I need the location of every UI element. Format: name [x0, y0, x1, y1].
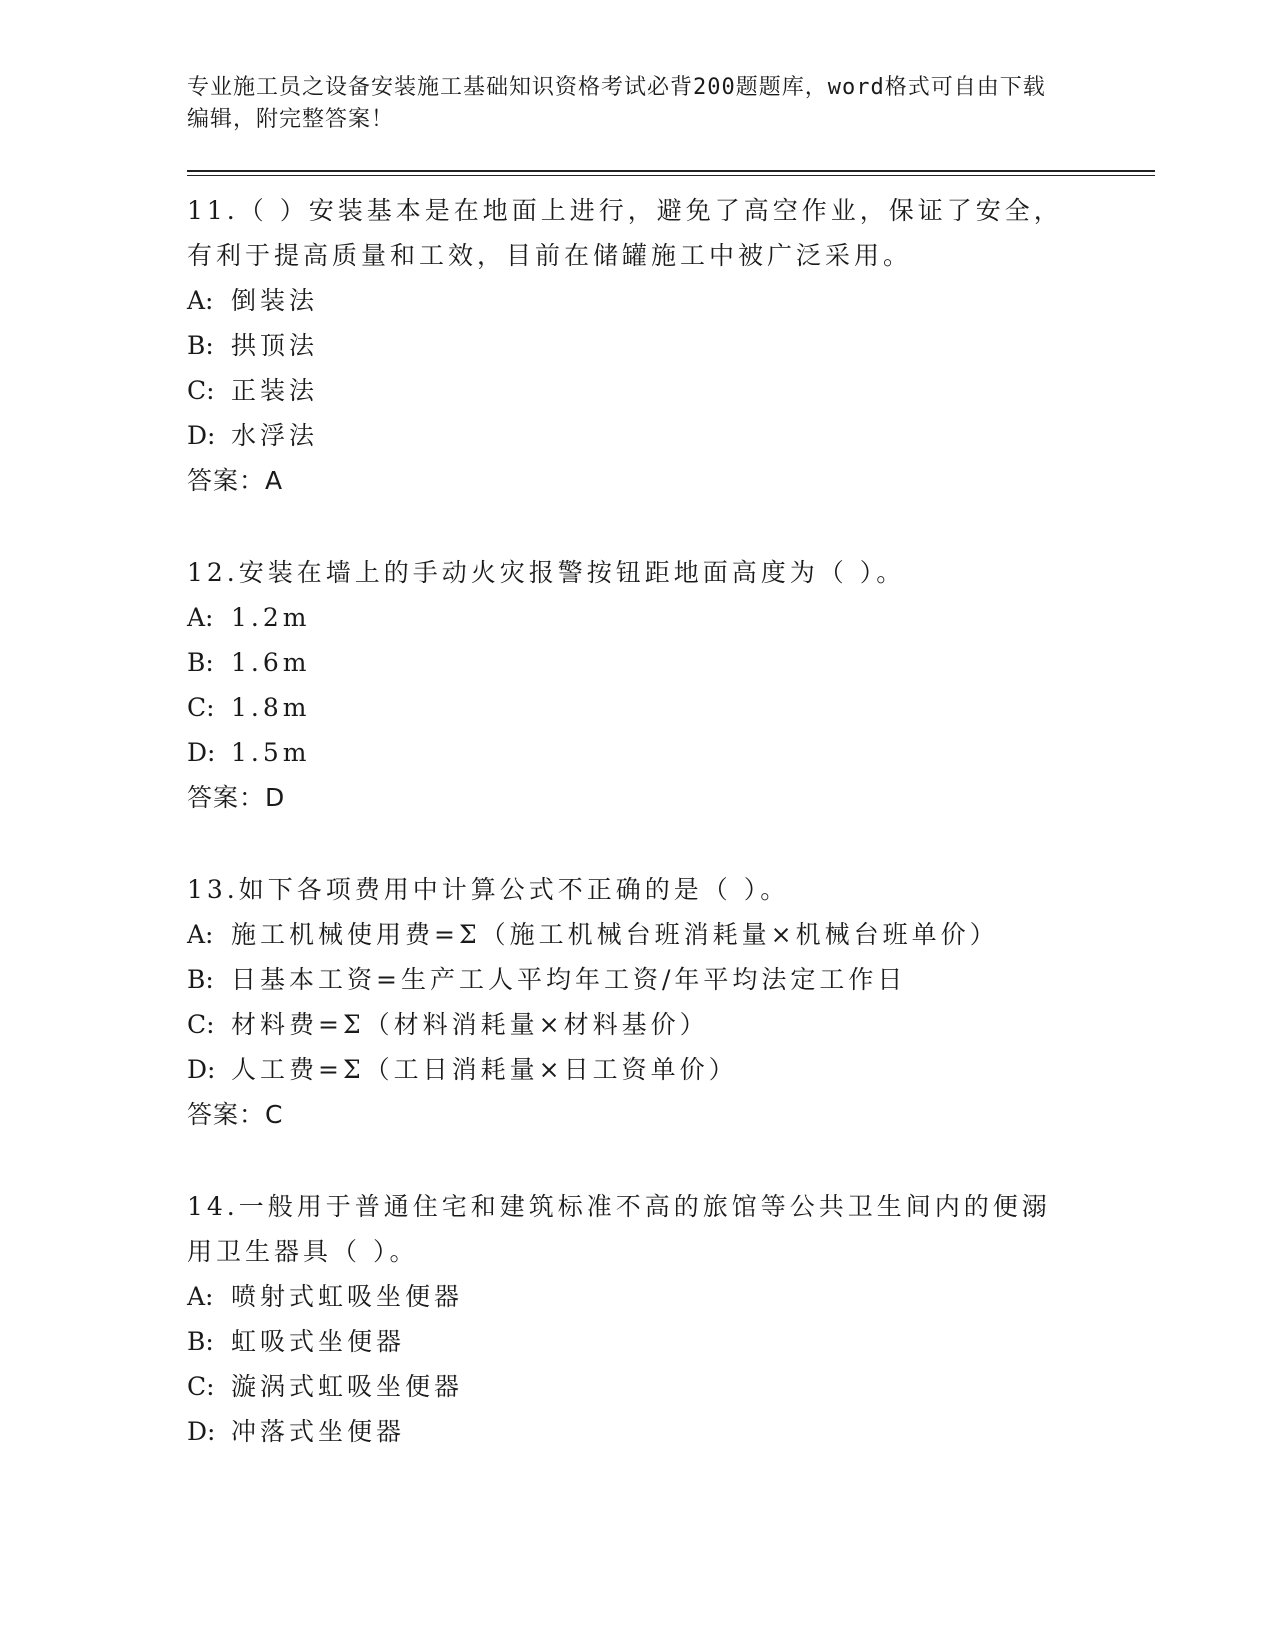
option-d	[187, 1047, 1147, 1092]
option-c	[187, 1364, 1147, 1409]
option-letter: A:	[187, 920, 214, 949]
option-c	[187, 1002, 1147, 1047]
option-text: 正装法	[231, 376, 319, 405]
option-letter: A:	[187, 603, 214, 632]
option-text: 1.2m	[231, 603, 311, 632]
document-page	[187, 72, 1147, 1454]
option-a	[187, 595, 1147, 640]
option-text: 施工机械使用费=Σ（施工机械台班消耗量×机械台班单价）	[231, 920, 999, 949]
option-text: 倒装法	[231, 286, 319, 315]
option-text: 人工费=Σ（工日消耗量×日工资单价）	[231, 1055, 738, 1084]
option-d	[187, 1409, 1147, 1454]
option-letter: D:	[187, 738, 216, 767]
question-14	[187, 1184, 1147, 1454]
option-d	[187, 730, 1147, 775]
option-d	[187, 413, 1147, 458]
option-c	[187, 685, 1147, 730]
option-a	[187, 1274, 1147, 1319]
option-b	[187, 1319, 1147, 1364]
option-letter: D:	[187, 1055, 216, 1084]
option-letter: C:	[187, 1010, 215, 1039]
question-12	[187, 550, 1147, 820]
option-b	[187, 323, 1147, 368]
spacer	[187, 1137, 1147, 1184]
option-a	[187, 912, 1147, 957]
option-b	[187, 640, 1147, 685]
option-letter: C:	[187, 693, 215, 722]
option-letter: B:	[187, 1327, 214, 1356]
option-letter: C:	[187, 376, 215, 405]
option-letter: D:	[187, 421, 216, 450]
option-letter: B:	[187, 331, 214, 360]
question-stem: 14.一般用于普通住宅和建筑标准不高的旅馆等公共卫生间内的便溺用卫生器具（ ）。	[187, 1192, 1051, 1266]
option-letter: D:	[187, 1417, 216, 1446]
option-b	[187, 957, 1147, 1002]
question-stem: 12.安装在墙上的手动火灾报警按钮距地面高度为（ ）。	[187, 558, 906, 587]
answer-line: 答案：A	[187, 466, 284, 495]
question-11	[187, 188, 1147, 503]
document-header: 专业施工员之设备安装施工基础知识资格考试必背200题题库，word格式可自由下载编辑，附完整答案！	[187, 75, 1046, 132]
option-text: 虹吸式坐便器	[231, 1327, 406, 1356]
question-stem: 11.（ ）安装基本是在地面上进行，避免了高空作业，保证了安全，有利于提高质量和工效，目前在储罐施工中被广泛采用。	[187, 196, 1063, 270]
option-letter: A:	[187, 1282, 214, 1311]
option-c	[187, 368, 1147, 413]
option-text: 1.6m	[231, 648, 311, 677]
option-letter: A:	[187, 286, 214, 315]
answer-line: 答案：C	[187, 1100, 284, 1129]
option-text: 日基本工资=生产工人平均年工资/年平均法定工作日	[231, 965, 907, 994]
option-text: 冲落式坐便器	[231, 1417, 406, 1446]
option-a	[187, 278, 1147, 323]
question-stem: 13.如下各项费用中计算公式不正确的是（ ）。	[187, 875, 790, 904]
option-text: 1.5m	[231, 738, 311, 767]
option-text: 1.8m	[231, 693, 311, 722]
option-letter: B:	[187, 648, 214, 677]
option-text: 拱顶法	[231, 331, 319, 360]
spacer	[187, 820, 1147, 867]
option-text: 喷射式虹吸坐便器	[231, 1282, 464, 1311]
question-13	[187, 867, 1147, 1137]
option-text: 水浮法	[231, 421, 319, 450]
option-text: 材料费=Σ（材料消耗量×材料基价）	[231, 1010, 709, 1039]
option-text: 漩涡式虹吸坐便器	[231, 1372, 464, 1401]
option-letter: B:	[187, 965, 214, 994]
option-letter: C:	[187, 1372, 215, 1401]
spacer	[187, 503, 1147, 550]
answer-line: 答案：D	[187, 783, 286, 812]
header-divider	[187, 170, 1155, 176]
